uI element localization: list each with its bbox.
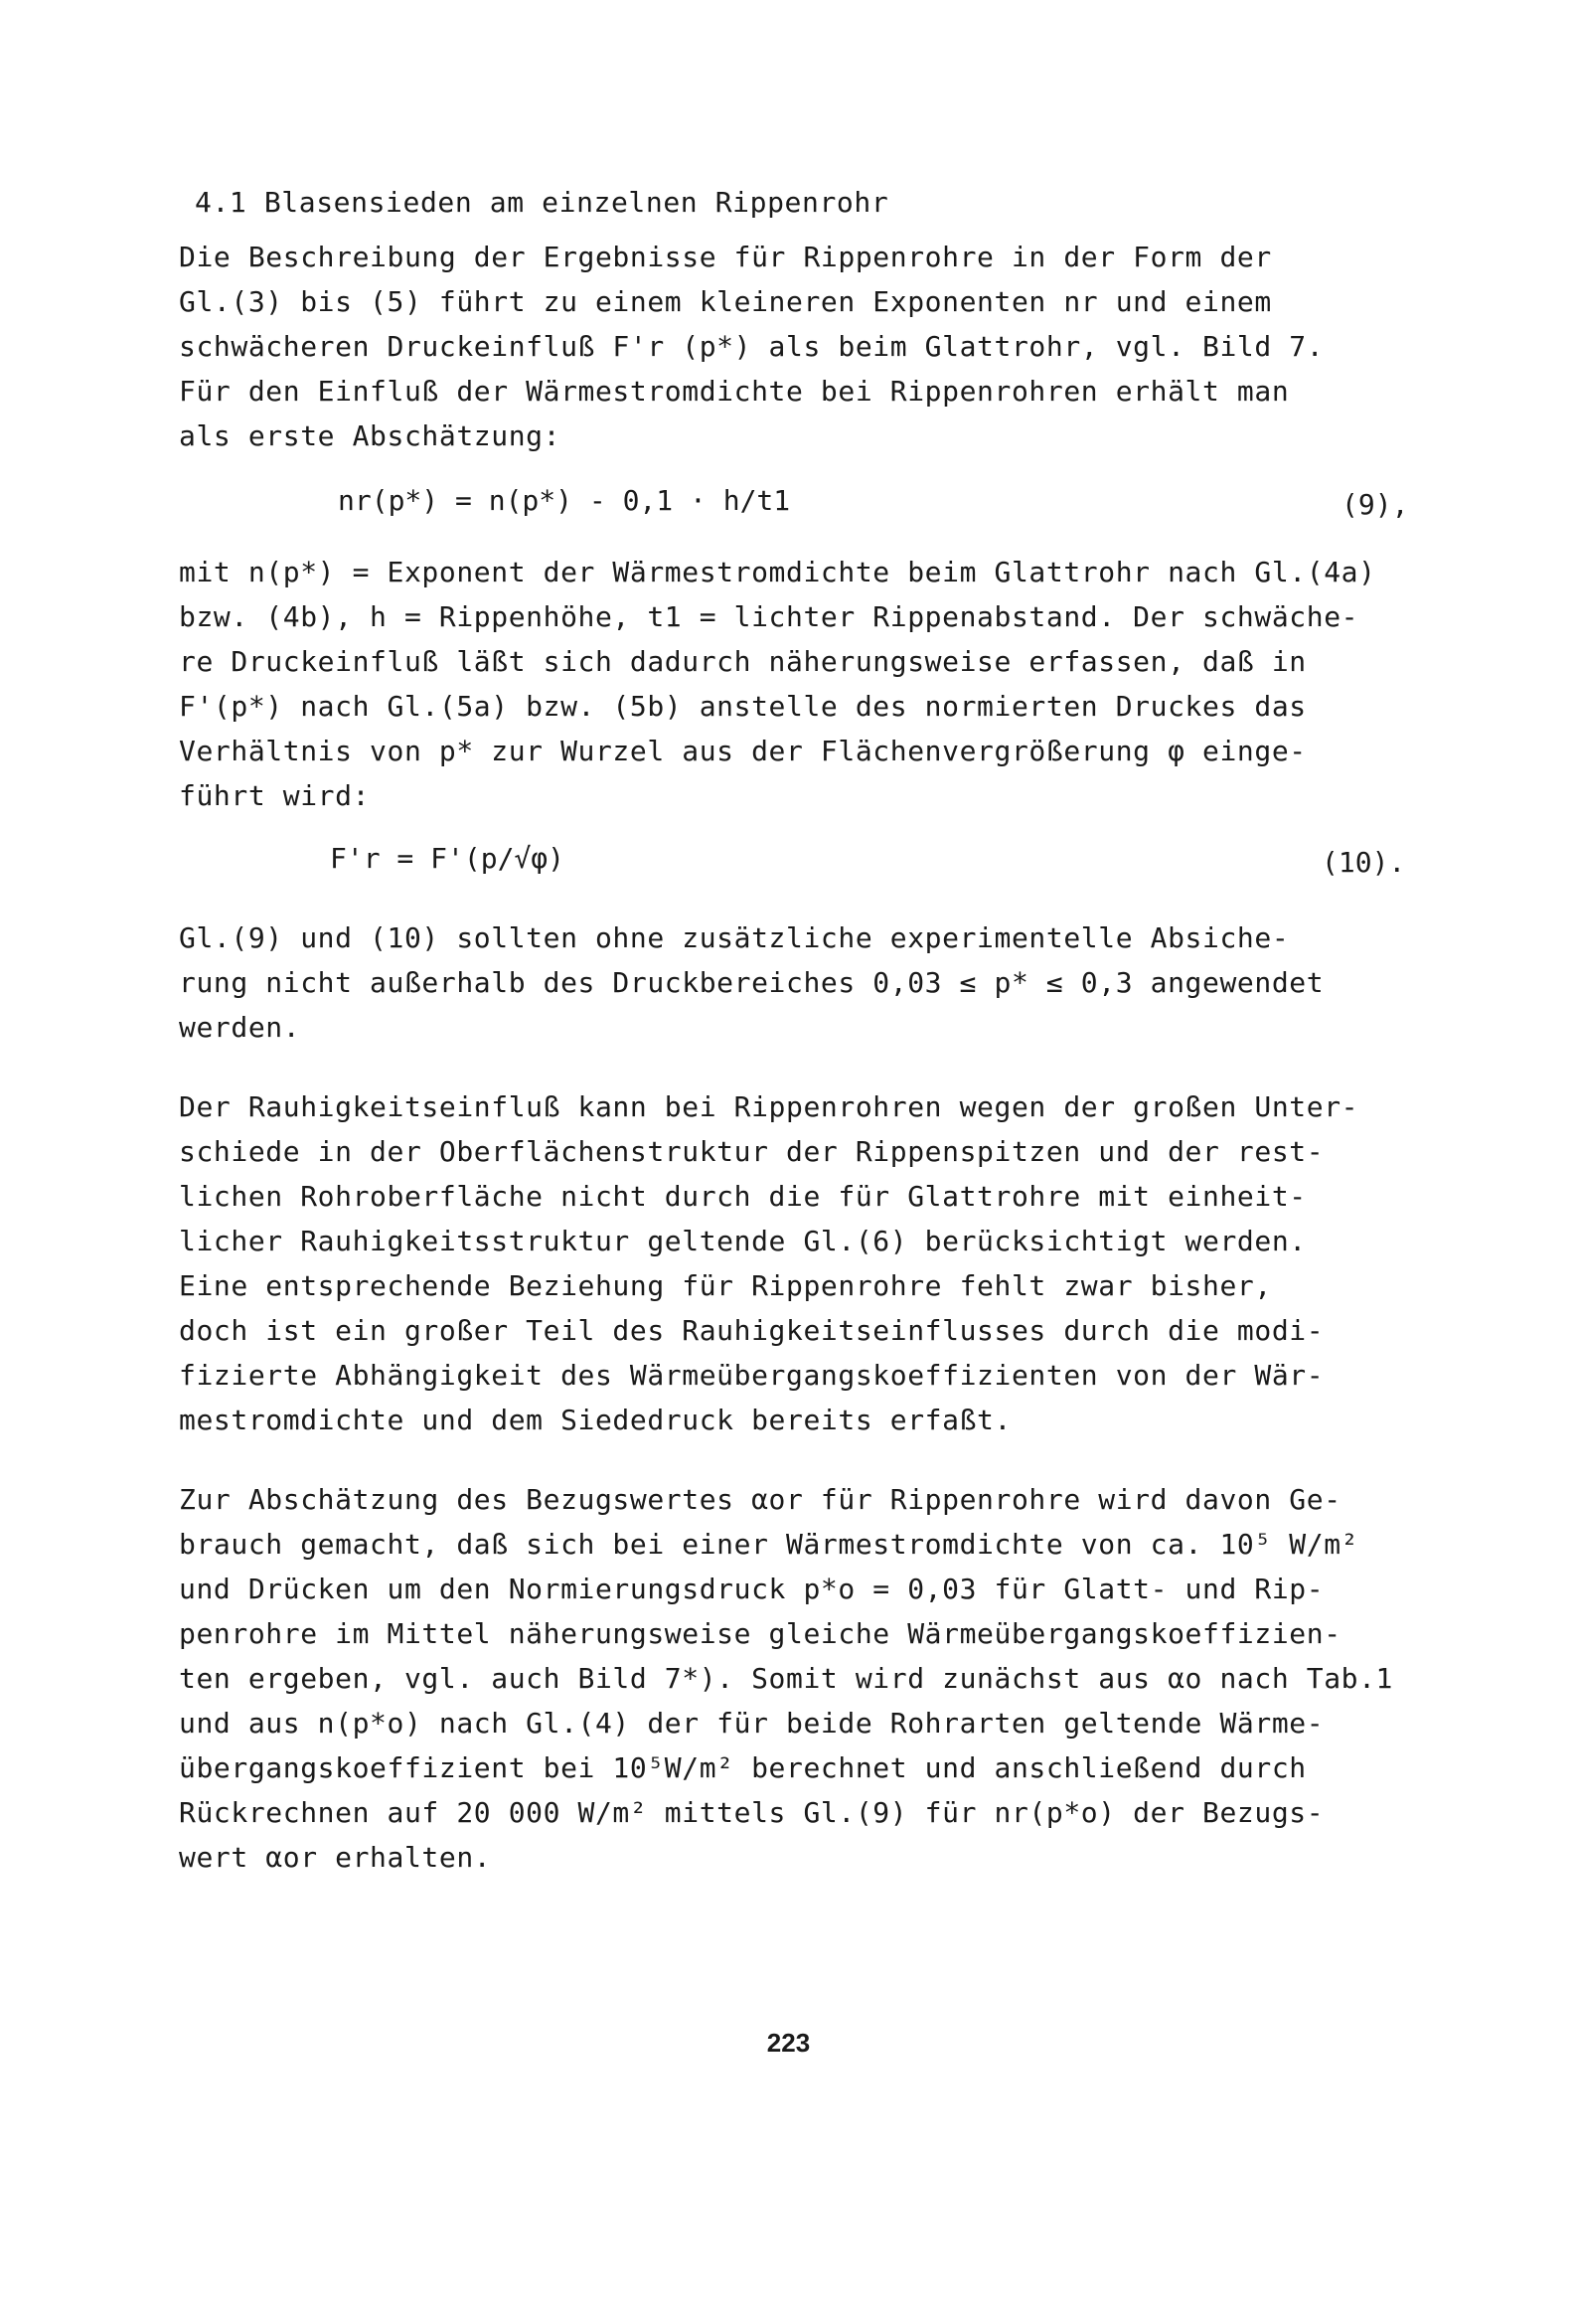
p5-line-2: brauch gemacht, daß sich bei einer Wärmestromdichte von ca. 10⁵ W/m² xyxy=(179,1528,1359,1561)
page-number: 223 xyxy=(766,2028,811,2058)
p2-line-5: Verhältnis von p* zur Wurzel aus der Flächenvergrößerung φ einge- xyxy=(179,735,1307,767)
equation-10: F'r = F'(p/√φ) xyxy=(330,842,565,875)
p4-line-2: schiede in der Oberflächenstruktur der Rippenspitzen und der rest- xyxy=(179,1135,1325,1168)
p4-line-5: Eine entsprechende Beziehung für Rippenrohre fehlt zwar bisher, xyxy=(179,1269,1272,1302)
p1-line-4: Für den Einfluß der Wärmestromdichte bei Rippenrohren erhält man xyxy=(179,375,1290,408)
p2-line-4: F'(p*) nach Gl.(5a) bzw. (5b) anstelle des normierten Druckes das xyxy=(179,690,1307,723)
p4-line-1: Der Rauhigkeitseinfluß kann bei Rippenrohren wegen der großen Unter- xyxy=(179,1090,1359,1123)
p2-line-3: re Druckeinfluß läßt sich dadurch näherungsweise erfassen, daß in xyxy=(179,645,1307,678)
equation-9: nr(p*) = n(p*) - 0,1 · h/t1 xyxy=(338,484,791,517)
p4-line-6: doch ist ein großer Teil des Rauhigkeitseinflusses durch die modi- xyxy=(179,1314,1325,1347)
p4-line-8: mestromdichte und dem Siededruck bereits erfaßt. xyxy=(179,1404,1012,1436)
p4-line-4: licher Rauhigkeitsstruktur geltende Gl.(6) berücksichtigt werden. xyxy=(179,1225,1307,1257)
p5-line-7: übergangskoeffizient bei 10⁵W/m² berechnet und anschließend durch xyxy=(179,1751,1307,1784)
p1-line-3: schwächeren Druckeinfluß F'r (p*) als beim Glattrohr, vgl. Bild 7. xyxy=(179,330,1325,363)
equation-9-label: (9), xyxy=(1341,488,1409,521)
p5-line-1: Zur Abschätzung des Bezugswertes αor für Rippenrohre wird davon Ge- xyxy=(179,1483,1341,1516)
p2-line-1: mit n(p*) = Exponent der Wärmestromdichte beim Glattrohr nach Gl.(4a) xyxy=(179,556,1376,588)
p5-line-9: wert αor erhalten. xyxy=(179,1841,492,1874)
equation-10-label: (10). xyxy=(1322,846,1406,879)
p5-line-6: und aus n(p*o) nach Gl.(4) der für beide Rohrarten geltende Wärme- xyxy=(179,1707,1325,1740)
p2-line-6: führt wird: xyxy=(179,779,371,812)
p2-line-2: bzw. (4b), h = Rippenhöhe, t1 = lichter Rippenabstand. Der schwäche- xyxy=(179,600,1359,633)
p5-line-3: und Drücken um den Normierungsdruck p*o = 0,03 für Glatt- und Rip- xyxy=(179,1573,1325,1605)
p3-line-1: Gl.(9) und (10) sollten ohne zusätzliche experimentelle Absiche- xyxy=(179,921,1290,954)
p1-line-2: Gl.(3) bis (5) führt zu einem kleineren Exponenten nr und einem xyxy=(179,285,1272,318)
p4-line-7: fizierte Abhängigkeit des Wärmeübergangskoeffizienten von der Wär- xyxy=(179,1359,1325,1392)
section-heading: 4.1 Blasensieden am einzelnen Rippenrohr xyxy=(195,186,889,219)
p1-line-5: als erste Abschätzung: xyxy=(179,419,561,452)
p1-line-1: Die Beschreibung der Ergebnisse für Rippenrohre in der Form der xyxy=(179,241,1272,273)
p5-line-8: Rückrechnen auf 20 000 W/m² mittels Gl.(9) für nr(p*o) der Bezugs- xyxy=(179,1796,1325,1829)
p5-line-5: ten ergeben, vgl. auch Bild 7*). Somit wird zunächst aus αo nach Tab.1 xyxy=(179,1662,1394,1695)
p3-line-2: rung nicht außerhalb des Druckbereiches 0,03 ≤ p* ≤ 0,3 angewendet xyxy=(179,966,1325,999)
p3-line-3: werden. xyxy=(179,1011,301,1044)
p5-line-4: penrohre im Mittel näherungsweise gleiche Wärmeübergangskoeffizien- xyxy=(179,1617,1341,1650)
p4-line-3: lichen Rohroberfläche nicht durch die für Glattrohre mit einheit- xyxy=(179,1180,1307,1213)
